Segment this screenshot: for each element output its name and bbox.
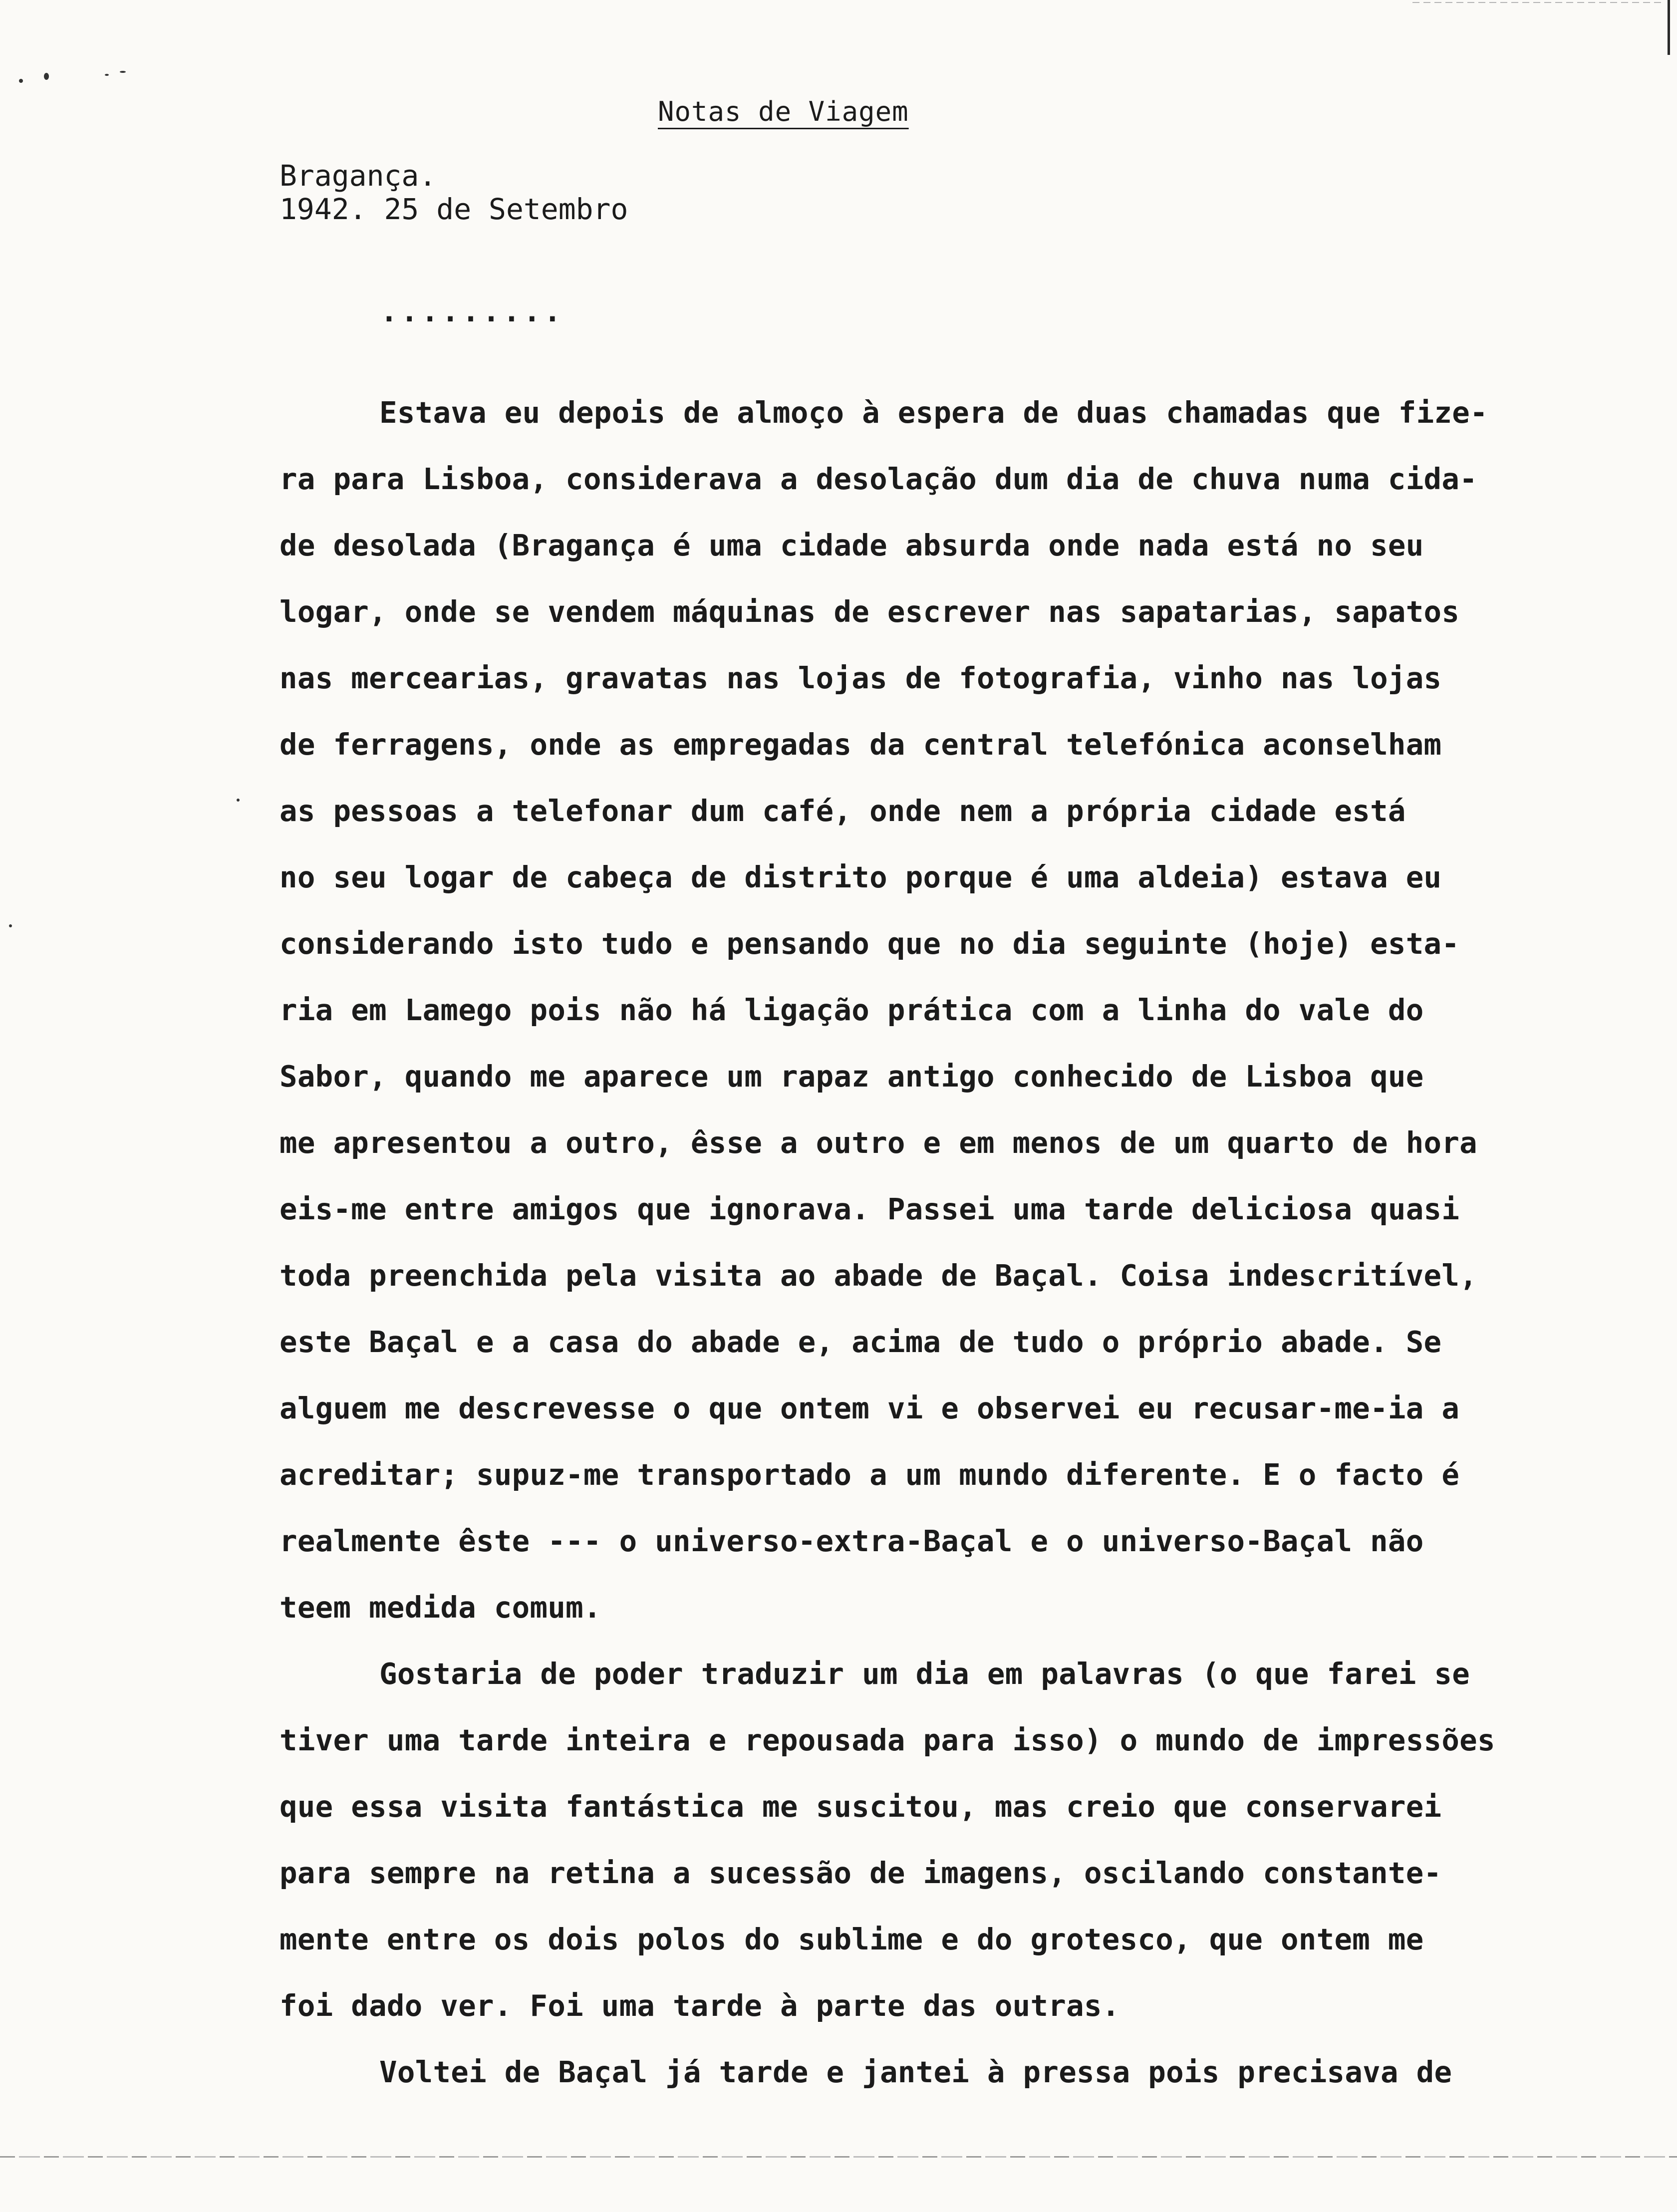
text-line: de ferragens, onde as empregadas da central telefónica aconselham <box>280 727 1442 762</box>
date-heading: 1942. 25 de Setembro <box>280 192 628 226</box>
text-line: este Baçal e a casa do abade e, acima de tudo o próprio abade. Se <box>280 1325 1442 1359</box>
scan-edge-mark <box>1668 0 1670 55</box>
text-line: nas mercearias, gravatas nas lojas de fotografia, vinho nas lojas <box>280 661 1442 695</box>
ink-speck <box>237 799 240 802</box>
text-line: para sempre na retina a sucessão de imagens, oscilando constante- <box>280 1856 1442 1890</box>
text-line: acreditar; supuz-me transportado a um mundo diferente. E o facto é <box>280 1457 1460 1492</box>
text-line: mente entre os dois polos do sublime e do grotesco, que ontem me <box>280 1922 1424 1956</box>
scan-bottom-edge <box>0 2156 1677 2158</box>
place-heading: Bragança. <box>280 159 437 193</box>
text-line: de desolada (Bragança é uma cidade absurda onde nada está no seu <box>280 528 1424 562</box>
text-line: ra para Lisboa, considerava a desolação dum dia de chuva numa cida- <box>280 462 1478 496</box>
text-line: logar, onde se vendem máquinas de escrever nas sapatarias, sapatos <box>280 594 1460 629</box>
text-line: me apresentou a outro, êsse a outro e em menos de um quarto de hora <box>280 1125 1478 1160</box>
section-separator: ......... <box>380 294 564 328</box>
text-line: Voltei de Baçal já tarde e jantei à pressa pois precisava de <box>379 2055 1452 2089</box>
ink-speck <box>44 73 49 80</box>
text-line: Estava eu depois de almoço à espera de duas chamadas que fize- <box>379 395 1488 430</box>
ink-speck <box>19 79 23 83</box>
text-line: que essa visita fantástica me suscitou, mas creio que conservarei <box>280 1789 1442 1824</box>
text-line: eis-me entre amigos que ignorava. Passei uma tarde deliciosa quasi <box>280 1192 1460 1226</box>
text-line: tiver uma tarde inteira e repousada para isso) o mundo de impressões <box>280 1723 1495 1757</box>
ink-speck <box>9 924 12 927</box>
text-line: toda preenchida pela visita ao abade de Baçal. Coisa indescritível, <box>280 1258 1478 1293</box>
text-line: teem medida comum. <box>280 1590 601 1625</box>
text-line: considerando isto tudo e pensando que no dia seguinte (hoje) esta- <box>280 926 1460 961</box>
text-line: Gostaria de poder traduzir um dia em palavras (o que farei se <box>379 1657 1470 1691</box>
scan-edge-line <box>1412 2 1662 3</box>
text-line: ria em Lamego pois não há ligação prática com a linha do vale do <box>280 993 1424 1027</box>
body-text <box>280 379 1627 2105</box>
ink-speck <box>120 71 126 73</box>
page-title: Notas de Viagem <box>658 96 909 127</box>
text-line: realmente êste --- o universo-extra-Baçal e o universo-Baçal não <box>280 1524 1424 1558</box>
text-line: Sabor, quando me aparece um rapaz antigo conhecido de Lisboa que <box>280 1059 1424 1094</box>
text-line: alguem me descrevesse o que ontem vi e observei eu recusar-me-ia a <box>280 1391 1460 1425</box>
text-line: no seu logar de cabeça de distrito porque é uma aldeia) estava eu <box>280 860 1442 894</box>
text-line: as pessoas a telefonar dum café, onde nem a própria cidade está <box>280 794 1406 828</box>
text-line: foi dado ver. Foi uma tarde à parte das outras. <box>280 1988 1120 2023</box>
ink-speck <box>105 74 109 76</box>
